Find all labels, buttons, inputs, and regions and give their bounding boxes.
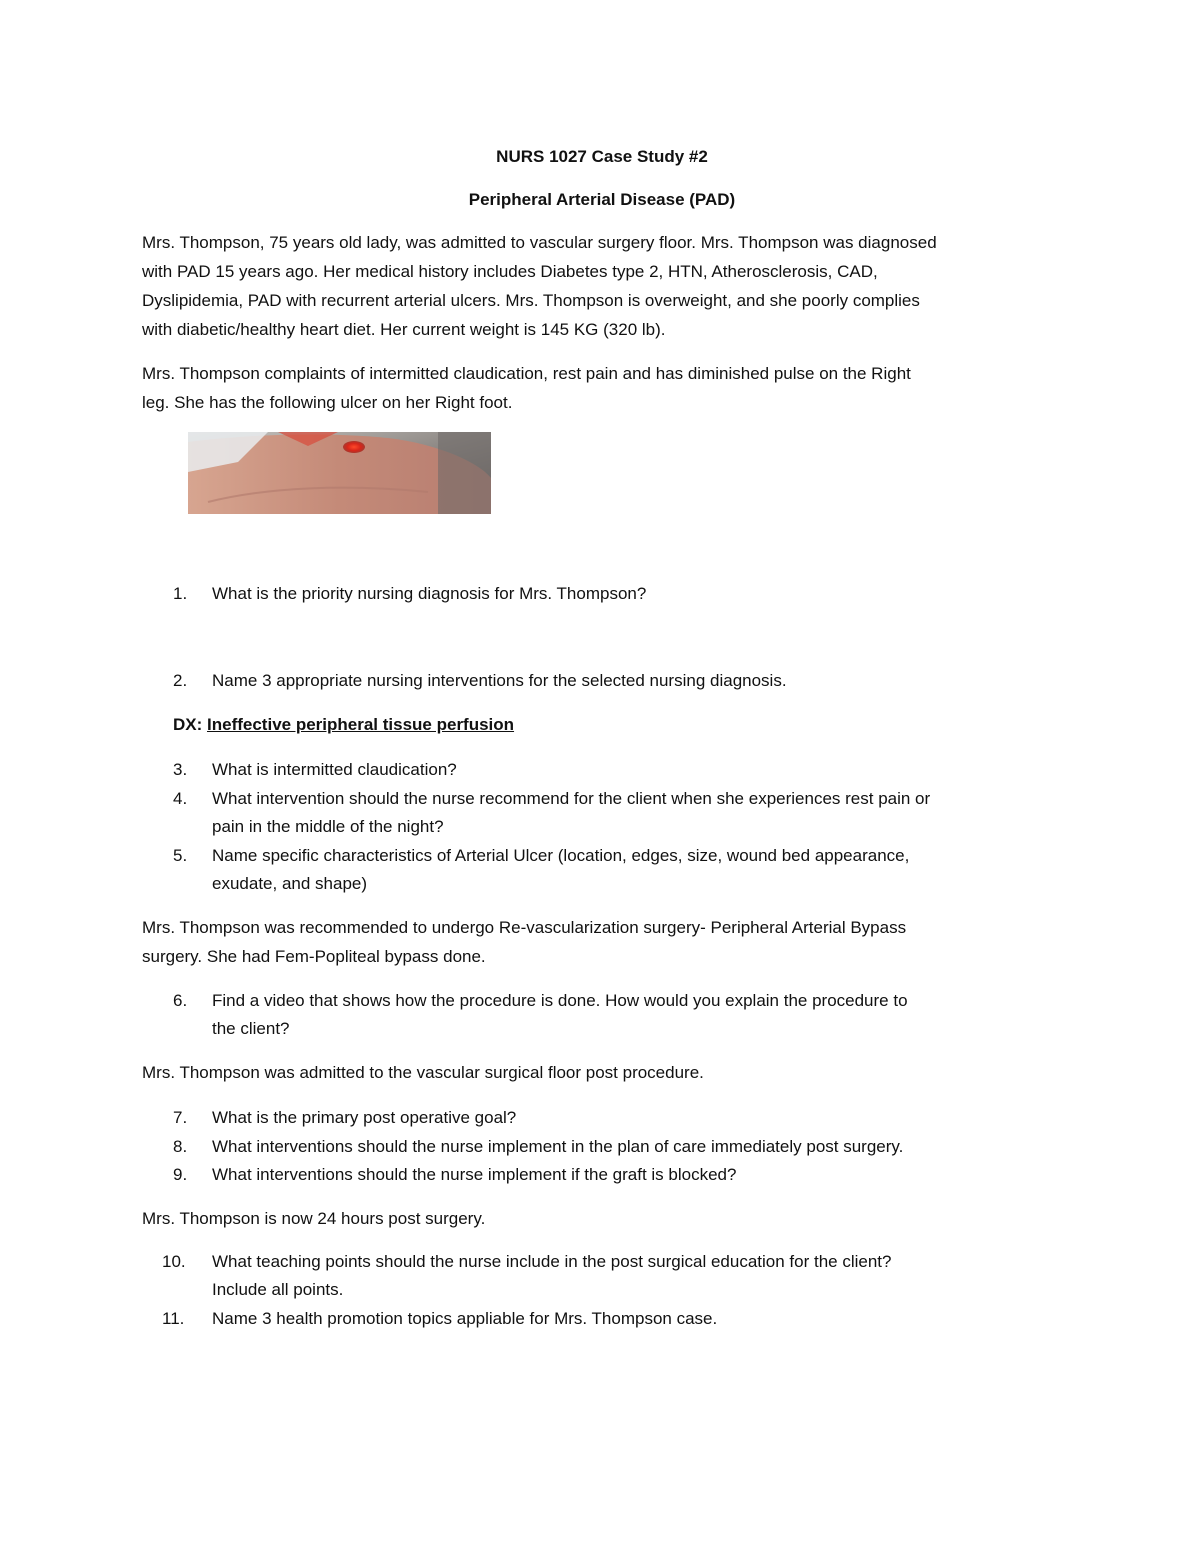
diagnosis-value: Ineffective peripheral tissue perfusion: [207, 715, 515, 734]
question-number: 6.: [173, 991, 188, 1010]
post-admission-line: Mrs. Thompson was admitted to the vascular surgical floor post procedure.: [142, 1063, 704, 1082]
post-24h-line: Mrs. Thompson is now 24 hours post surgery.: [142, 1209, 486, 1228]
question-text: Name 3 appropriate nursing interventions for the selected nursing diagnosis.: [212, 671, 787, 690]
question-text: What interventions should the nurse implement if the graft is blocked?: [212, 1165, 737, 1184]
document-subtitle: Peripheral Arterial Disease (PAD): [468, 190, 736, 209]
question-text-continuation: exudate, and shape): [212, 874, 368, 893]
question-number: 9.: [173, 1165, 188, 1184]
question-text: Name specific characteristics of Arterial Ulcer (location, edges, size, wound bed appearance,: [212, 846, 910, 865]
intro-line: with PAD 15 years ago. Her medical history includes Diabetes type 2, HTN, Atherosclerosis, CAD,: [142, 262, 878, 281]
diagnosis-line: [173, 711, 514, 739]
surgery-line: Mrs. Thompson was recommended to undergo Re-vascularization surgery- Peripheral Arterial Bypass: [142, 918, 907, 937]
question-text: What is the primary post operative goal?: [212, 1108, 517, 1127]
intro-line: Dyslipidemia, PAD with recurrent arterial ulcers. Mrs. Thompson is overweight, and she poorly complies: [142, 291, 920, 310]
question-text-continuation: the client?: [212, 1019, 290, 1038]
question-number: 10.: [162, 1252, 186, 1271]
complaint-line: Mrs. Thompson complaints of intermitted claudication, rest pain and has diminished pulse on the Right: [142, 364, 911, 383]
question-number: 4.: [173, 789, 188, 808]
complaint-line: leg. She has the following ulcer on her Right foot.: [142, 393, 513, 412]
question-number: 8.: [173, 1137, 188, 1156]
question-text-continuation: Include all points.: [212, 1280, 344, 1299]
question-number: 11.: [162, 1309, 185, 1328]
question-text: What is the priority nursing diagnosis for Mrs. Thompson?: [212, 584, 647, 603]
question-number: 5.: [173, 846, 188, 865]
question-number: 3.: [173, 760, 188, 779]
question-text: What is intermitted claudication?: [212, 760, 457, 779]
surgery-line: surgery. She had Fem-Popliteal bypass done.: [142, 947, 486, 966]
question-text: Find a video that shows how the procedure is done. How would you explain the procedure to: [212, 991, 908, 1010]
diagnosis-label: DX:: [173, 715, 203, 734]
question-text: What intervention should the nurse recommend for the client when she experiences rest pain or: [212, 789, 931, 808]
question-text: Name 3 health promotion topics appliable for Mrs. Thompson case.: [212, 1309, 718, 1328]
question-text-continuation: pain in the middle of the night?: [212, 817, 444, 836]
question-text: What teaching points should the nurse include in the post surgical education for the client?: [212, 1252, 892, 1271]
question-number: 1.: [173, 584, 188, 603]
question-number: 7.: [173, 1108, 188, 1127]
intro-line: with diabetic/healthy heart diet. Her current weight is 145 KG (320 lb).: [142, 320, 666, 339]
intro-line: Mrs. Thompson, 75 years old lady, was admitted to vascular surgery floor. Mrs. Thompson was diagnosed: [142, 233, 937, 252]
foot-ulcer-photo: [188, 432, 491, 514]
question-text: What interventions should the nurse implement in the plan of care immediately post surgery.: [212, 1137, 904, 1156]
document-title: NURS 1027 Case Study #2: [496, 147, 708, 166]
question-number: 2.: [173, 671, 188, 690]
